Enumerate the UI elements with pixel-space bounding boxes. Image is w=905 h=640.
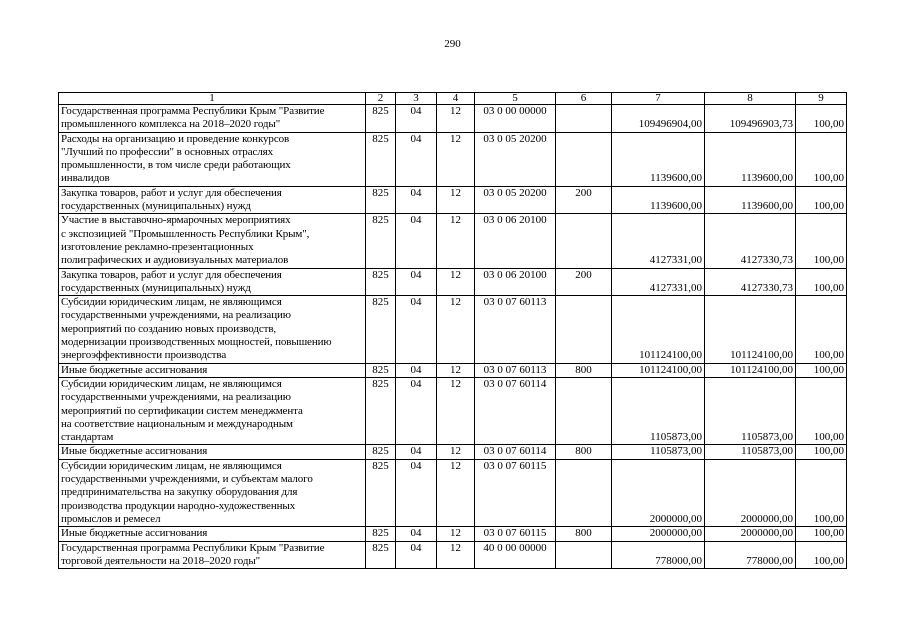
cell-executed: 101124100,00 <box>705 363 796 377</box>
cell-executed: 4127330,73 <box>705 214 796 268</box>
cell-executed: 2000000,00 <box>705 527 796 541</box>
cell-section: 04 <box>396 296 437 363</box>
cell-name: Закупка товаров, работ и услуг для обеспечения государственных (муниципальных) нужд <box>59 268 366 296</box>
cell-expense-type <box>556 459 612 526</box>
table-row <box>59 541 847 569</box>
cell-name: Субсидии юридическим лицам, не являющимся государственными учреждениями, на реализацию мероприятий по сертификации систем менеджмента на соответствие национальным и международным стандартам <box>59 377 366 444</box>
cell-subsection: 12 <box>437 541 475 569</box>
cell-percent: 100,00 <box>796 105 847 133</box>
cell-subsection: 12 <box>437 296 475 363</box>
cell-subsection: 12 <box>437 377 475 444</box>
table-row <box>59 105 847 133</box>
cell-percent: 100,00 <box>796 186 847 214</box>
cell-section: 04 <box>396 268 437 296</box>
cell-section: 04 <box>396 214 437 268</box>
cell-section: 04 <box>396 527 437 541</box>
header-cell-percent: 9 <box>796 93 847 105</box>
cell-plan: 1139600,00 <box>612 132 705 186</box>
cell-subsection: 12 <box>437 268 475 296</box>
cell-expense-type <box>556 214 612 268</box>
cell-ministry: 825 <box>366 132 396 186</box>
cell-expense-type: 200 <box>556 186 612 214</box>
cell-target-article: 03 0 00 00000 <box>475 105 556 133</box>
cell-plan: 101124100,00 <box>612 363 705 377</box>
budget-table <box>58 92 847 569</box>
cell-section: 04 <box>396 186 437 214</box>
header-cell-name: 1 <box>59 93 366 105</box>
cell-name: Иные бюджетные ассигнования <box>59 445 366 459</box>
cell-name: Иные бюджетные ассигнования <box>59 527 366 541</box>
cell-name: Расходы на организацию и проведение конкурсов "Лучший по профессии" в основных отраслях промышленности, в том числе среди работающих инвалидов <box>59 132 366 186</box>
cell-target-article: 40 0 00 00000 <box>475 541 556 569</box>
cell-subsection: 12 <box>437 527 475 541</box>
cell-ministry: 825 <box>366 377 396 444</box>
cell-target-article: 03 0 06 20100 <box>475 214 556 268</box>
cell-percent: 100,00 <box>796 527 847 541</box>
cell-target-article: 03 0 06 20100 <box>475 268 556 296</box>
cell-name: Субсидии юридическим лицам, не являющимся государственными учреждениями, на реализацию мероприятий по созданию новых производств, модернизации производственных мощностей, повышению энергоэффективности производства <box>59 296 366 363</box>
cell-section: 04 <box>396 132 437 186</box>
cell-name: Закупка товаров, работ и услуг для обеспечения государственных (муниципальных) нужд <box>59 186 366 214</box>
budget-table-body <box>59 93 847 569</box>
table-row <box>59 527 847 541</box>
cell-executed: 778000,00 <box>705 541 796 569</box>
cell-expense-type: 800 <box>556 527 612 541</box>
cell-plan: 1105873,00 <box>612 377 705 444</box>
cell-target-article: 03 0 07 60114 <box>475 377 556 444</box>
cell-expense-type: 800 <box>556 445 612 459</box>
cell-subsection: 12 <box>437 459 475 526</box>
table-row <box>59 186 847 214</box>
cell-executed: 101124100,00 <box>705 296 796 363</box>
header-cell-executed: 8 <box>705 93 796 105</box>
cell-name: Субсидии юридическим лицам, не являющимся государственными учреждениями, и субъектам малого предпринимательства на закупку оборудования для производства продукции народно-художественных промыслов и ремесел <box>59 459 366 526</box>
cell-percent: 100,00 <box>796 268 847 296</box>
cell-subsection: 12 <box>437 105 475 133</box>
cell-plan: 4127331,00 <box>612 214 705 268</box>
cell-executed: 2000000,00 <box>705 459 796 526</box>
cell-executed: 1139600,00 <box>705 132 796 186</box>
cell-section: 04 <box>396 377 437 444</box>
cell-expense-type <box>556 132 612 186</box>
cell-name: Государственная программа Республики Крым "Развитие торговой деятельности на 2018–2020 годы" <box>59 541 366 569</box>
cell-executed: 4127330,73 <box>705 268 796 296</box>
cell-plan: 1105873,00 <box>612 445 705 459</box>
cell-section: 04 <box>396 363 437 377</box>
table-header-row <box>59 93 847 105</box>
cell-plan: 101124100,00 <box>612 296 705 363</box>
table-row <box>59 459 847 526</box>
cell-ministry: 825 <box>366 541 396 569</box>
cell-target-article: 03 0 05 20200 <box>475 186 556 214</box>
header-cell-target-article: 5 <box>475 93 556 105</box>
cell-ministry: 825 <box>366 527 396 541</box>
cell-plan: 778000,00 <box>612 541 705 569</box>
cell-section: 04 <box>396 459 437 526</box>
cell-plan: 109496904,00 <box>612 105 705 133</box>
header-cell-subsection: 4 <box>437 93 475 105</box>
cell-target-article: 03 0 07 60115 <box>475 527 556 541</box>
cell-subsection: 12 <box>437 363 475 377</box>
cell-percent: 100,00 <box>796 541 847 569</box>
table-row <box>59 296 847 363</box>
cell-expense-type <box>556 377 612 444</box>
cell-ministry: 825 <box>366 459 396 526</box>
cell-target-article: 03 0 07 60113 <box>475 363 556 377</box>
cell-expense-type <box>556 541 612 569</box>
cell-percent: 100,00 <box>796 377 847 444</box>
cell-name: Участие в выставочно-ярмарочных мероприятиях с экспозицией "Промышленность Республики Крым", изготовление рекламно-презентационных полиграфических и аудиовизуальных материалов <box>59 214 366 268</box>
table-row <box>59 268 847 296</box>
cell-name: Государственная программа Республики Крым "Развитие промышленного комплекса на 2018–2020 годы" <box>59 105 366 133</box>
cell-plan: 2000000,00 <box>612 527 705 541</box>
table-row <box>59 363 847 377</box>
cell-ministry: 825 <box>366 363 396 377</box>
cell-target-article: 03 0 07 60115 <box>475 459 556 526</box>
cell-ministry: 825 <box>366 445 396 459</box>
cell-expense-type <box>556 105 612 133</box>
cell-ministry: 825 <box>366 268 396 296</box>
cell-percent: 100,00 <box>796 445 847 459</box>
cell-percent: 100,00 <box>796 363 847 377</box>
cell-target-article: 03 0 05 20200 <box>475 132 556 186</box>
header-cell-expense-type: 6 <box>556 93 612 105</box>
cell-plan: 2000000,00 <box>612 459 705 526</box>
cell-executed: 1105873,00 <box>705 377 796 444</box>
cell-executed: 109496903,73 <box>705 105 796 133</box>
cell-section: 04 <box>396 445 437 459</box>
cell-percent: 100,00 <box>796 214 847 268</box>
table-row <box>59 445 847 459</box>
cell-ministry: 825 <box>366 214 396 268</box>
cell-subsection: 12 <box>437 445 475 459</box>
cell-percent: 100,00 <box>796 296 847 363</box>
table-row <box>59 377 847 444</box>
cell-ministry: 825 <box>366 296 396 363</box>
cell-ministry: 825 <box>366 186 396 214</box>
cell-target-article: 03 0 07 60113 <box>475 296 556 363</box>
cell-percent: 100,00 <box>796 132 847 186</box>
cell-subsection: 12 <box>437 214 475 268</box>
table-row <box>59 132 847 186</box>
header-cell-plan: 7 <box>612 93 705 105</box>
cell-target-article: 03 0 07 60114 <box>475 445 556 459</box>
cell-expense-type: 800 <box>556 363 612 377</box>
cell-name: Иные бюджетные ассигнования <box>59 363 366 377</box>
cell-executed: 1139600,00 <box>705 186 796 214</box>
cell-expense-type <box>556 296 612 363</box>
header-cell-section: 3 <box>396 93 437 105</box>
cell-section: 04 <box>396 105 437 133</box>
cell-executed: 1105873,00 <box>705 445 796 459</box>
cell-percent: 100,00 <box>796 459 847 526</box>
table-row <box>59 214 847 268</box>
cell-plan: 4127331,00 <box>612 268 705 296</box>
cell-ministry: 825 <box>366 105 396 133</box>
header-cell-ministry: 2 <box>366 93 396 105</box>
cell-plan: 1139600,00 <box>612 186 705 214</box>
page-number: 290 <box>444 38 461 50</box>
cell-expense-type: 200 <box>556 268 612 296</box>
cell-subsection: 12 <box>437 186 475 214</box>
cell-section: 04 <box>396 541 437 569</box>
cell-subsection: 12 <box>437 132 475 186</box>
